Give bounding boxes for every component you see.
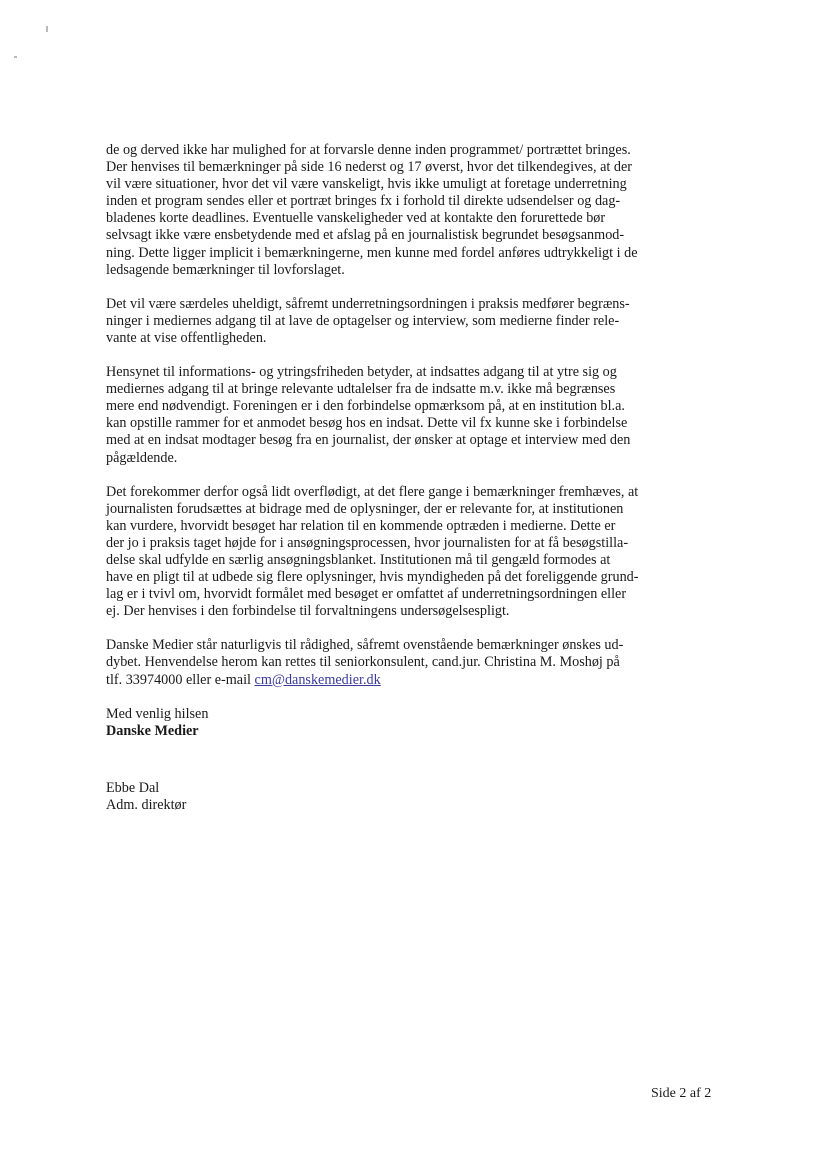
closing-block bbox=[106, 706, 716, 740]
paragraph-5 bbox=[106, 637, 716, 688]
text-line: ledsagende bemærkninger til lovforslaget. bbox=[106, 261, 345, 278]
text-line: ej. Der henvises i den forbindelse til forvaltningens undersøgelsespligt. bbox=[106, 603, 510, 620]
text-line: vil være situationer, hvor det vil være vanskeligt, hvis ikke umuligt at foretage underretning bbox=[106, 176, 627, 193]
closing-organization: Danske Medier bbox=[106, 722, 199, 739]
closing-greeting: Med venlig hilsen bbox=[106, 705, 209, 722]
scan-mark bbox=[14, 56, 17, 58]
text-line: Danske Medier står naturligvis til rådighed, såfremt ovenstående bemærkninger ønskes ud- bbox=[106, 637, 624, 654]
email-link[interactable]: cm@danskemedier.dk bbox=[254, 671, 381, 688]
text-line: dybet. Henvendelse herom kan rettes til seniorkonsulent, cand.jur. Christina M. Moshøj på bbox=[106, 654, 620, 671]
text-line: bladenes korte deadlines. Eventuelle vanskeligheder ved at kontakte den forurettede bør bbox=[106, 210, 606, 227]
page-number: Side 2 af 2 bbox=[651, 1086, 712, 1101]
contact-line bbox=[106, 672, 716, 689]
text-line: kan vurdere, hvorvidt besøget har relation til en kommende optræden i medierne. Dette er bbox=[106, 517, 616, 534]
text-line: vante at vise offentligheden. bbox=[106, 329, 267, 346]
text-line: lag er i tvivl om, hvorvidt formålet med besøget er omfattet af underretningsordningen eller bbox=[106, 586, 627, 603]
text-line: mediernes adgang til at bringe relevante udtalelser fra de indsatte m.v. ikke må begrænses bbox=[106, 381, 616, 398]
text-line: journalisten forudsættes at bidrage med de oplysninger, der er relevante for, at institutionen bbox=[106, 500, 624, 517]
text-line: kan opstille rammer for et anmodet besøg hos en indsat. Dette vil fx kunne ske i forbindelse bbox=[106, 415, 628, 432]
text-line: selvsagt ikke være ensbetydende med et afslag på en journalistisk begrundet besøgsanmod- bbox=[106, 227, 625, 244]
paragraph-3 bbox=[106, 364, 716, 467]
text-line: pågældende. bbox=[106, 449, 178, 466]
signer-title: Adm. direktør bbox=[106, 796, 187, 813]
scan-mark bbox=[46, 26, 48, 32]
letter-body bbox=[106, 142, 716, 814]
text-line: mere end nødvendigt. Foreningen er i den forbindelse opmærksom på, at en institution bl.a. bbox=[106, 398, 625, 415]
text-line: Det forekommer derfor også lidt overflødigt, at det flere gange i bemærkninger fremhæves, at bbox=[106, 483, 639, 500]
text-line: ning. Dette ligger implicit i bemærkningerne, men kunne med fordel anføres udtrykkeligt i de bbox=[106, 244, 638, 261]
signer-name: Ebbe Dal bbox=[106, 779, 160, 796]
paragraph-4 bbox=[106, 484, 716, 621]
contact-prefix: tlf. 33974000 eller e-mail bbox=[106, 671, 255, 688]
text-line: der jo i praksis taget højde for i ansøgningsprocessen, hvor journalisten for at få besøgstilla- bbox=[106, 534, 629, 551]
text-line: ninger i mediernes adgang til at lave de optagelser og interview, som medierne finder rele- bbox=[106, 312, 620, 329]
signature-block bbox=[106, 780, 716, 814]
paragraph-2 bbox=[106, 296, 716, 347]
text-line: de og derved ikke har mulighed for at forvarsle denne inden programmet/ portrættet bringes. bbox=[106, 142, 631, 158]
text-line: Der henvises til bemærkninger på side 16 nederst og 17 øverst, hvor det tilkendegives, at der bbox=[106, 159, 632, 176]
paragraph-1 bbox=[106, 142, 716, 279]
text-line: inden et program sendes eller et portræt bringes fx i forhold til direkte udsendelser og dag- bbox=[106, 193, 621, 210]
text-line: delse skal udfylde en særlig ansøgningsblanket. Institutionen må til gengæld formodes at bbox=[106, 551, 611, 568]
text-line: Det vil være særdeles uheldigt, såfremt underretningsordningen i praksis medfører begræns- bbox=[106, 295, 630, 312]
text-line: med at en indsat modtager besøg fra en journalist, der ønsker at optage et interview med den bbox=[106, 432, 631, 449]
text-line: Hensynet til informations- og ytringsfriheden betyder, at indsattes adgang til at ytre sig og bbox=[106, 364, 617, 381]
text-line: have en pligt til at udbede sig flere oplysninger, hvis myndigheden på det foreliggende grund- bbox=[106, 569, 639, 586]
